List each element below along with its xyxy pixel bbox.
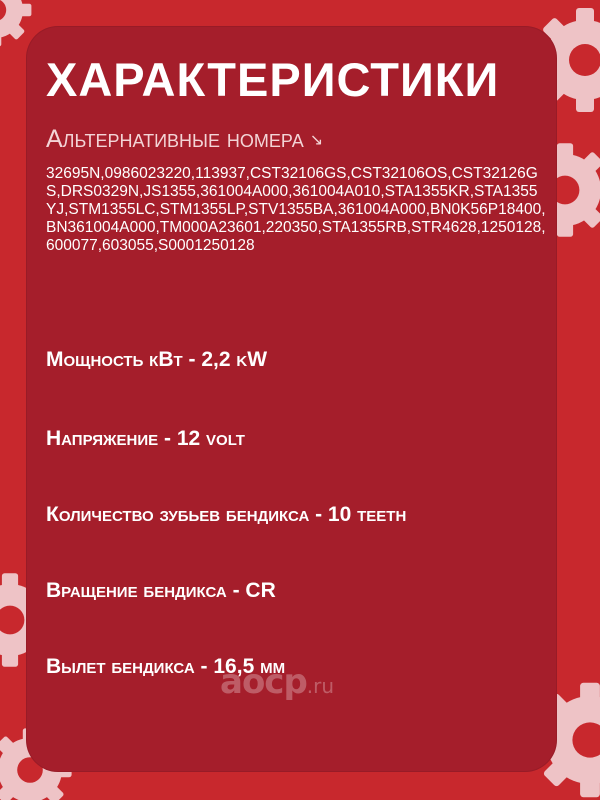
arrow-down-right-icon: ↘: [309, 132, 324, 149]
watermark-logo: [220, 662, 334, 702]
alt-numbers-heading-text: Альтернативные номера: [46, 125, 304, 153]
logo-suffix: .ru: [306, 674, 335, 698]
spec-offset: Вылет бендикса - 16,5 мм: [46, 655, 286, 678]
gear-icon: [0, 0, 31, 46]
spec-rotation: Вращение бендикса - CR: [46, 579, 276, 602]
alt-numbers-heading: [46, 125, 323, 154]
spec-voltage: Напряжение - 12 volt: [46, 427, 245, 450]
logo-main: aocp: [220, 662, 307, 702]
spec-power: Мощность кВт - 2,2 kW: [46, 348, 268, 371]
page-title: ХАРАКТЕРИСТИКИ: [46, 53, 500, 106]
alt-numbers-list: 32695N,0986023220,113937,CST32106GS,CST32106OS,CST32126GS,DRS0329N,JS1355,361004A000,361004A010,STA1355KR,STA1355YJ,STM1355LC,STM1355LP,STV1355BA,361004A000,BN0K56P18400,BN361004A000,TM000A23601,220350,STA1355RB,STR4628,1250128,600077,603055,S0001250128: [46, 165, 546, 254]
spec-teeth-count: Количество зубьев бендикса - 10 teeth: [46, 503, 407, 526]
